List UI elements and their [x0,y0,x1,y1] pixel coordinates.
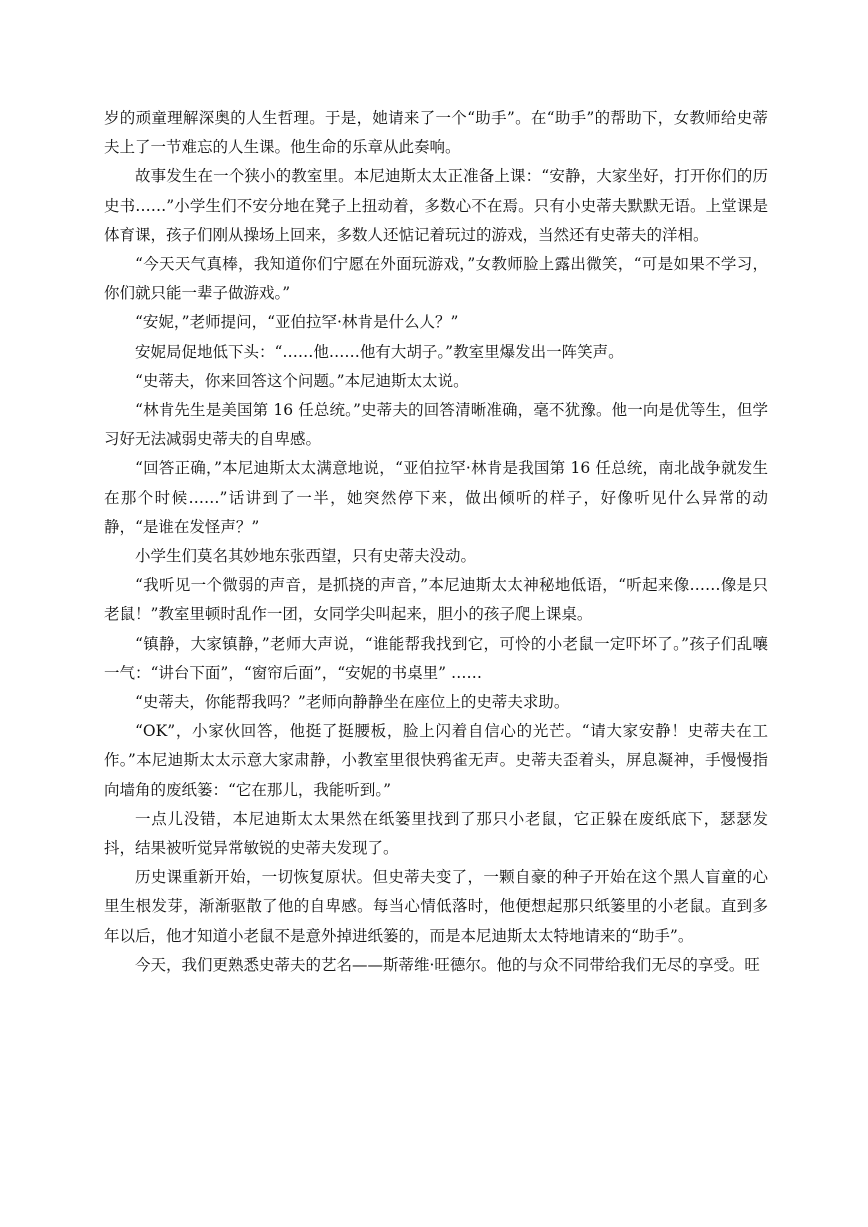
document-body [104,104,768,980]
paragraph: 今天，我们更熟悉史蒂夫的艺名——斯蒂维·旺德尔。他的与众不同带给我们无尽的享受。旺 [135,955,760,974]
paragraph: “OK”，小家伙回答，他挺了挺腰板，脸上闪着自信心的光芒。“请大家安静！史蒂夫在工作。”本尼迪斯太太示意大家肃静，小教室里很快鸦雀无声。史蒂夫歪着头，屏息凝神，手慢慢指向墙角的废纸篓：“它在那儿，我能听到。” [104,722,768,799]
paragraph: “史蒂夫，你能帮我吗？”老师向静静坐在座位上的史蒂夫求助。 [135,693,570,712]
paragraph: “镇静，大家镇静，”老师大声说，“谁能帮我找到它，可怜的小老鼠一定吓坏了。”孩子们乱嚷一气：“讲台下面”，“窗帘后面”，“安妮的书桌里” …… [104,634,768,682]
paragraph: “林肯先生是美国第 16 任总统。”史蒂夫的回答清晰准确，毫不犹豫。他一向是优等生，但学习好无法减弱史蒂夫的自卑感。 [104,401,768,449]
paragraph: 一点儿没错，本尼迪斯太太果然在纸篓里找到了那只小老鼠，它正躲在废纸底下，瑟瑟发抖，结果被听觉异常敏锐的史蒂夫发现了。 [104,809,768,858]
paragraph: “安妮，”老师提问，“亚伯拉罕·林肯是什么人？” [135,313,459,332]
paragraph: 历史课重新开始，一切恢复原状。但史蒂夫变了，一颗自豪的种子开始在这个黑人盲童的心里生根发芽，渐渐驱散了他的自卑感。每当心情低落时，他便想起那只纸篓里的小老鼠。直到多年以后，他才知道小老鼠不是意外掉进纸篓的，而是本尼迪斯太太特地请来的“助手”。 [104,868,768,945]
paragraph: 故事发生在一个狭小的教室里。本尼迪斯太太正准备上课：“安静，大家坐好，打开你们的历史书……”小学生们不安分地在凳子上扭动着，多数心不在焉。只有小史蒂夫默默无语。上堂课是体育课，孩子们刚从操场上回来，多数人还惦记着玩过的游戏，当然还有史蒂夫的洋相。 [104,167,768,244]
paragraph: 岁的顽童理解深奥的人生哲理。于是，她请来了一个“助手”。在“助手”的帮助下，女教师给史蒂夫上了一节难忘的人生课。他生命的乐章从此奏响。 [104,109,768,157]
paragraph: “史蒂夫，你来回答这个问题。”本尼迪斯太太说。 [135,371,469,390]
paragraph: 安妮局促地低下头：“……他……他有大胡子。”教室里爆发出一阵笑声。 [135,342,624,361]
paragraph: 小学生们莫名其妙地东张西望，只有史蒂夫没动。 [135,547,477,566]
paragraph: “今天天气真棒，我知道你们宁愿在外面玩游戏，”女教师脸上露出微笑，“可是如果不学习，你们就只能一辈子做游戏。” [104,255,768,303]
paragraph: “我听见一个微弱的声音，是抓挠的声音，”本尼迪斯太太神秘地低语，“听起来像……像是只老鼠！”教室里顿时乱作一团，女同学尖叫起来，胆小的孩子爬上课桌。 [104,576,768,624]
paragraph: “回答正确，”本尼迪斯太太满意地说，“亚伯拉罕·林肯是我国第 16 任总统，南北战争就发生在那个时候……”话讲到了一半，她突然停下来，做出倾听的样子，好像听见什么异常的动静，“是谁在发怪声？” [104,459,768,536]
